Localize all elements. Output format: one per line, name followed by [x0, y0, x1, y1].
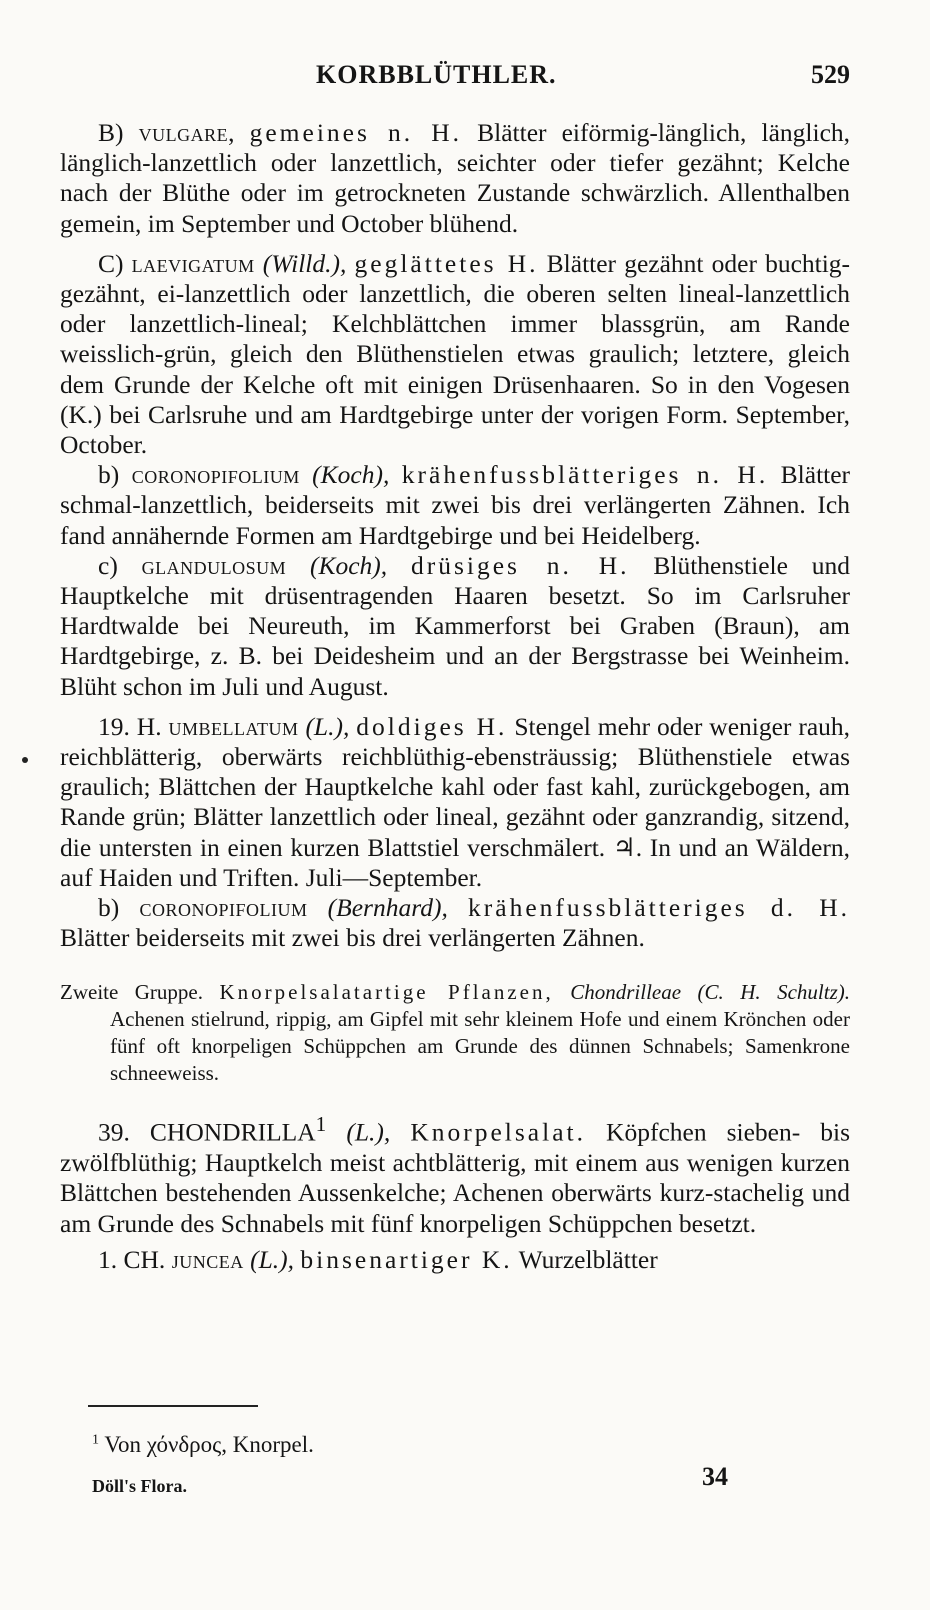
common-name: gemeines n. H. — [249, 118, 463, 147]
species-number: 1. CH. — [98, 1244, 166, 1274]
paragraph-coronopifolium-koch — [60, 460, 850, 551]
species-name: umbellatum — [168, 711, 299, 741]
entry-label: B) — [98, 118, 124, 147]
group-name: Knorpelsalatartige Pflanzen, — [219, 980, 554, 1005]
author: (Willd.), — [262, 248, 347, 278]
variety-name: laevigatum — [131, 248, 255, 278]
paragraph-laevigatum — [60, 249, 850, 460]
author: (Koch), — [312, 460, 390, 490]
author: (L.), — [346, 1117, 391, 1147]
species-paragraph — [60, 1245, 850, 1275]
footnote-ref: 1 — [315, 1112, 327, 1137]
paragraph-coronopifolium-bernhard — [60, 893, 850, 953]
common-name: geglättetes H. — [354, 248, 539, 278]
common-name: Knorpelsalat. — [410, 1117, 586, 1147]
footnote — [92, 1432, 314, 1458]
description: Köpfchen sieben- bis zwölfblüthig; Hauptkelch meist achtblätterig, mit einem aus wenigen kurzen Blättchen bestehenden Aussenkelche; Achenen oberwärts kurz-stachelig und am Grunde des Schnabels mit fünf knorpeligen Schüppchen besetzt. — [60, 1117, 851, 1238]
variety-name: coronopifolium — [131, 460, 300, 490]
main-text — [60, 118, 850, 1275]
footnote-mark: 1 — [92, 1432, 99, 1448]
margin-mark — [22, 757, 28, 763]
group-label: Zweite Gruppe. — [60, 980, 203, 1005]
paragraph-umbellatum — [60, 712, 850, 893]
author: (L.), — [305, 711, 350, 741]
common-name: drüsiges n. H. — [410, 550, 630, 580]
common-name: doldiges H. — [356, 711, 508, 741]
variety-name: glandulosum — [141, 550, 287, 580]
common-name: binsenartiger K. — [300, 1244, 513, 1274]
description: Blätter beiderseits mit zwei bis drei verlängerten Zähnen. — [60, 923, 645, 953]
author: (L.), — [250, 1244, 294, 1274]
description: Stengel mehr oder weniger rauh, reichblätterig, oberwärts reichblüthig-ebensträussig; Blüthenstiele etwas graulich; Blättchen der Hauptkelche kahl oder fast kahl, zurückgebogen, am Rande grün; Blätter lanzettlich oder lineal, gezähnt oder ganzrandig, sitzend, die untersten in einen kurzen Blattstiel verschmälert. ♃. In und an Wäldern, auf Haiden und Triften. Juli—September. — [60, 711, 851, 892]
description: Blätter gezähnt oder buchtig-gezähnt, ei-lanzettlich oder lanzettlich, die oberen selten lineal-lanzettlich oder lanzettlich-lineal; Kelchblättchen immer blassgrün, am Rande weisslich-grün, gleich den Blüthenstielen etwas graulich; letztere, gleich dem Grunde der Kelche oft mit einigen Drüsenhaaren. So in den Vogesen (K.) bei Carlsruhe und am Hardtgebirge unter der vorigen Form. September, October. — [60, 248, 851, 460]
description: Blüthenstiele und Hauptkelche mit drüsentragenden Haaren besetzt. So im Carlsruher Hardtwalde bei Neureuth, im Kammerforst bei Graben (Braun), am Hardtgebirge, z. B. bei Deidesheim und an der Bergstrasse bei Weinheim. Blüht schon im Juli und August. — [60, 550, 851, 701]
common-name: krähenfussblätteriges d. H. — [468, 893, 851, 923]
group-latin: Chondrilleae (C. H. Schultz). — [570, 980, 850, 1005]
description: Blätter eiförmig-länglich, länglich, länglich-lanzettlich oder lanzettlich, seichter oder tiefer gezähnt; Kelche nach der Blüthe oder im getrockneten Zustande schwärzlich. Allenthalben gemein, im September und October blühend. — [60, 118, 851, 238]
page-number: 529 — [811, 60, 850, 89]
entry-label: c) — [98, 550, 118, 580]
common-name: krähenfussblätteriges n. H. — [401, 460, 769, 490]
variety-name: vulgare — [138, 118, 229, 147]
entry-label: b) — [98, 460, 120, 490]
group-description: Achenen stielrund, rippig, am Gipfel mit sehr kleinem Hofe und einem Krönchen oder fünf oft knorpeligen Schüppchen am Grunde des dünnen Schnabels; Samenkrone schneeweiss. — [110, 1007, 850, 1086]
entry-label: 19. H. — [98, 711, 162, 741]
species-name: juncea — [171, 1244, 244, 1274]
description: Blätter schmal-lanzettlich, beiderseits mit zwei bis drei verlängerten Zähnen. Ich fand annähernde Formen am Hardtgebirge und bei Heidelberg. — [60, 460, 851, 550]
sheet-number: 34 — [702, 1462, 728, 1491]
paragraph-glandulosum — [60, 551, 850, 702]
footnote-divider — [88, 1405, 258, 1407]
signature-mark: Döll's Flora. — [92, 1476, 187, 1496]
author: (Bernhard), — [327, 893, 448, 923]
description: Wurzelblätter — [518, 1244, 658, 1274]
running-header — [58, 60, 850, 100]
running-title: KORBBLÜTHLER. — [316, 60, 557, 89]
footnote-text: Von χόνδρος, Knorpel. — [104, 1432, 314, 1457]
variety-name: coronopifolium — [139, 893, 308, 923]
genus-paragraph — [60, 1109, 850, 1238]
genus-name: CHONDRILLA — [149, 1117, 316, 1147]
genus-number: 39. — [98, 1117, 130, 1147]
entry-label: C) — [98, 248, 124, 278]
paragraph-vulgare: B) vulgare, gemeines n. H. Blätter eiförmig-länglich, länglich, länglich-lanzettlich oder lanzettlich, seichter oder tiefer gezähnt; Kelche nach der Blüthe oder im getrockneten Zustande schwärzlich. Allenthalben gemein, im September und October blühend. — [60, 118, 851, 238]
entry-label: b) — [98, 893, 120, 923]
author: (Koch), — [309, 550, 388, 580]
group-heading-paragraph — [60, 979, 850, 1087]
